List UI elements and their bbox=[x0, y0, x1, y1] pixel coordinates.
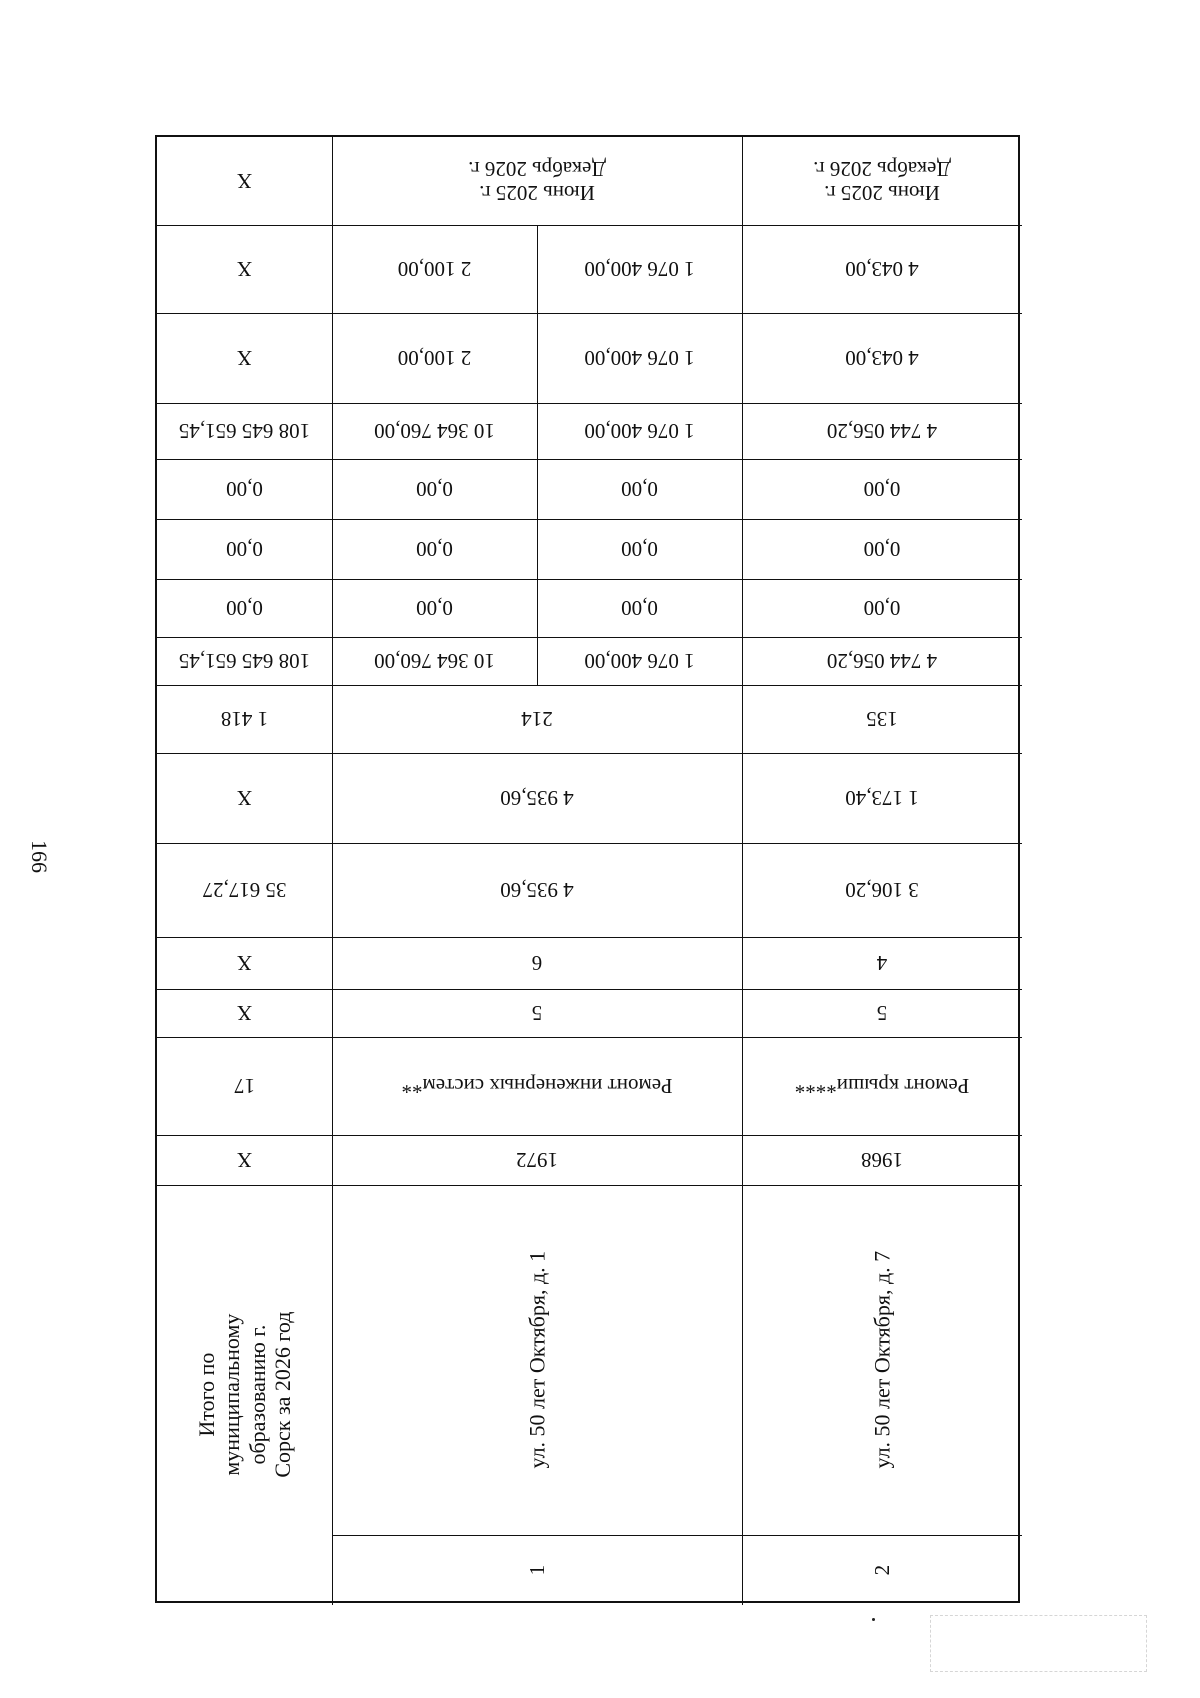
row1-period: Июнь 2025 г. Декабрь 2026 г. bbox=[468, 157, 606, 206]
row2-year: 1968 bbox=[861, 1148, 903, 1173]
row1-own-a: 10 364 760,00 bbox=[374, 419, 495, 444]
row2-unit-max: 4 043,00 bbox=[845, 346, 919, 371]
row2-f3: 0,00 bbox=[863, 477, 901, 502]
row1-c1: 5 bbox=[531, 1001, 543, 1026]
total-f2: 0,00 bbox=[226, 537, 263, 562]
row1-year: 1972 bbox=[516, 1148, 558, 1173]
row2-own: 4 744 056,20 bbox=[826, 419, 938, 444]
row2-number: 2 bbox=[869, 1564, 894, 1576]
row2-unit-cost: 4 043,00 bbox=[845, 257, 919, 282]
row1-f3-b: 0,00 bbox=[621, 477, 658, 502]
total-label: Итого по муниципальному образованию г. Сорск за 2026 год bbox=[193, 1311, 295, 1479]
row1-own-b: 1 076 400,00 bbox=[584, 419, 695, 444]
row1-c2: 6 bbox=[531, 951, 543, 976]
row2-number-cell bbox=[742, 1535, 1022, 1605]
row2-total: 4 744 056,20 bbox=[826, 649, 938, 674]
total-year: X bbox=[236, 1148, 253, 1173]
row2-f2: 0,00 bbox=[863, 537, 901, 562]
row2-c1: 5 bbox=[876, 1001, 888, 1026]
total-period: X bbox=[236, 169, 253, 194]
row2-area: 3 106,20 bbox=[845, 878, 919, 903]
total-c2: X bbox=[236, 951, 253, 976]
row1-unit-cost-a: 2 100,00 bbox=[397, 257, 472, 282]
total-works: 17 bbox=[234, 1074, 255, 1099]
total-unit-cost: X bbox=[236, 257, 253, 282]
total-own-funds: 108 645 651,45 bbox=[178, 419, 311, 444]
total-f3: 0,00 bbox=[226, 477, 263, 502]
row1-f1-a: 0,00 bbox=[416, 596, 453, 621]
total-residents: 1 418 bbox=[220, 707, 269, 732]
total-unit-max: X bbox=[236, 346, 253, 371]
total-f1: 0,00 bbox=[226, 596, 263, 621]
row1-area: 4 935,60 bbox=[500, 878, 574, 903]
row1-address: ул. 50 лет Октября, д. 1 bbox=[524, 1251, 550, 1469]
estimate-table bbox=[155, 135, 1020, 1603]
row1-residents: 214 bbox=[521, 707, 553, 732]
row1-unit-cost-b: 1 076 400,00 bbox=[584, 257, 695, 282]
row1-number-cell bbox=[332, 1535, 742, 1605]
scan-speck bbox=[872, 1618, 875, 1621]
row1-total-a: 10 364 760,00 bbox=[374, 649, 495, 674]
row2-c2: 4 bbox=[876, 951, 888, 976]
total-label-cell bbox=[157, 1185, 332, 1605]
row1-f1-b: 0,00 bbox=[621, 596, 658, 621]
row1-f3-a: 0,00 bbox=[416, 477, 453, 502]
total-cost: 108 645 651,45 bbox=[178, 649, 311, 674]
page-number: 166 bbox=[27, 840, 52, 873]
row2-address-cell bbox=[742, 1185, 1022, 1535]
total-area: 35 617,27 bbox=[202, 878, 287, 903]
row2-live-area: 1 173,40 bbox=[845, 786, 919, 811]
row1-works: Ремонт инженерных систем** bbox=[401, 1074, 673, 1099]
row1-address-cell bbox=[332, 1185, 742, 1535]
row2-f1: 0,00 bbox=[863, 596, 901, 621]
row1-unit-max-b: 1 076 400,00 bbox=[584, 346, 695, 371]
row1-live-area: 4 935,60 bbox=[500, 786, 574, 811]
row2-period: Июнь 2025 г. Декабрь 2026 г. bbox=[813, 157, 951, 206]
row1-f2-a: 0,00 bbox=[416, 537, 453, 562]
total-c1: X bbox=[236, 1001, 253, 1026]
row1-total-b: 1 076 400,00 bbox=[584, 649, 695, 674]
row2-address: ул. 50 лет Октября, д. 7 bbox=[869, 1251, 895, 1469]
row1-number: 1 bbox=[524, 1564, 549, 1576]
row1-f2-b: 0,00 bbox=[621, 537, 658, 562]
row2-works: Ремонт крыши**** bbox=[794, 1074, 970, 1099]
row1-unit-max-a: 2 100,00 bbox=[397, 346, 472, 371]
faint-stamp bbox=[930, 1615, 1147, 1672]
total-live-area: X bbox=[236, 786, 253, 811]
row2-residents: 135 bbox=[866, 707, 898, 732]
